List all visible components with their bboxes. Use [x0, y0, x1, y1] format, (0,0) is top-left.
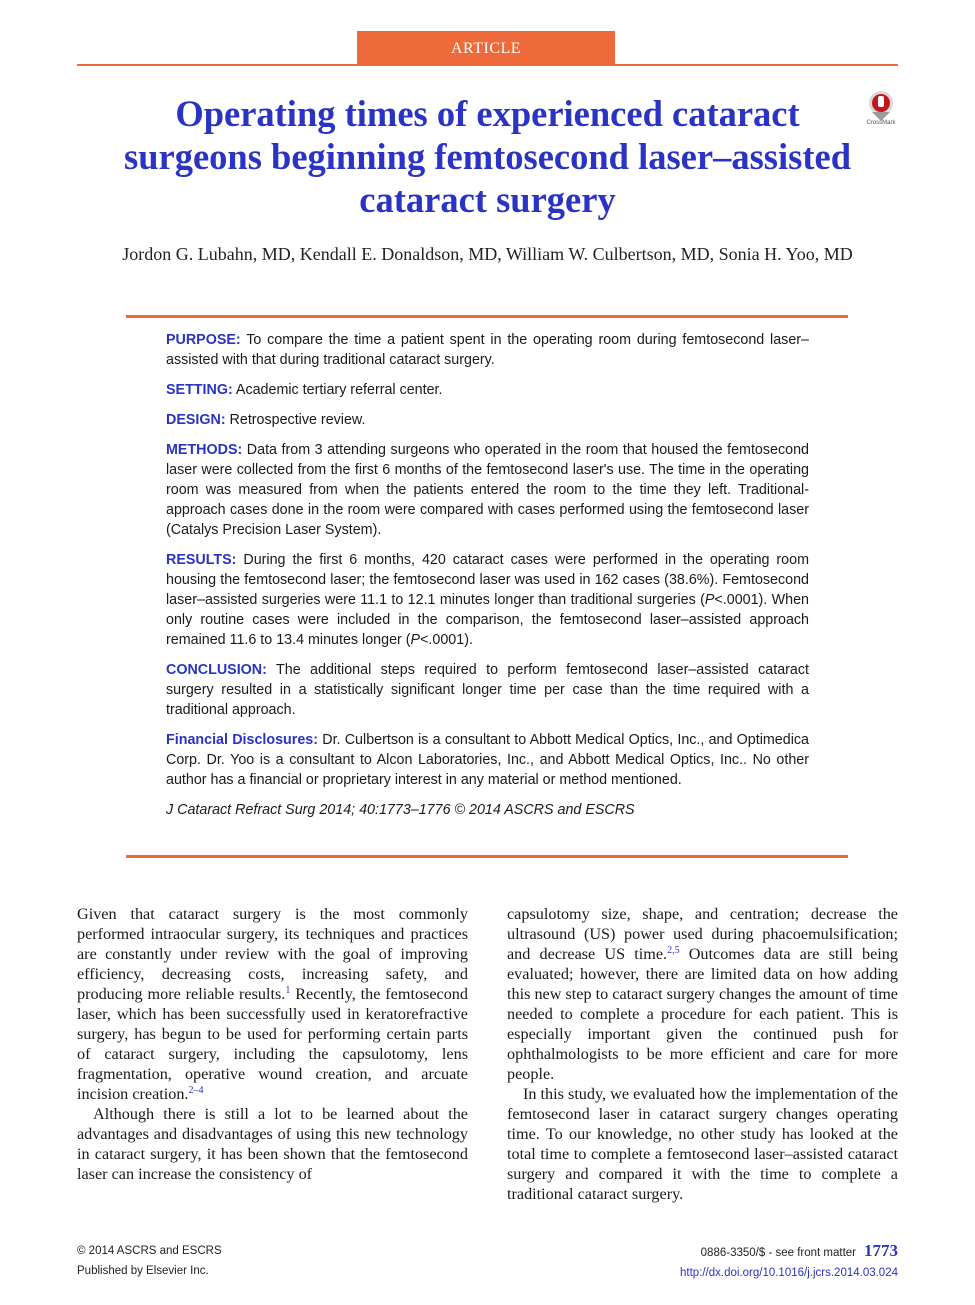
body-paragraph: In this study, we evaluated how the implementation of the femtosecond laser in cataract surgery changes operating time. To our knowledge, no other study has looked at the total time to complete a femtosecond laser–assisted cataract surgery and compared it with the time to complete a traditional cataract surgery.	[507, 1085, 898, 1203]
results-label: RESULTS:	[166, 552, 237, 568]
header-rule	[77, 64, 898, 66]
abstract-bottom-rule	[126, 855, 848, 858]
author-list: Jordon G. Lubahn, MD, Kendall E. Donaldson, MD, William W. Culbertson, MD, Sonia H. Yoo, MD	[122, 244, 853, 264]
crossmark-label: CrossMark	[866, 120, 896, 126]
results-text-1: During the first 6 months, 420 cataract cases were performed in the operating room housing the femtosecond laser; the femtosecond laser was used in 162 cases (38.6%). Femtosecond laser–assisted surgeries were 11.1 to 12.1 minutes longer than traditional surgeries (	[166, 552, 809, 608]
abstract-top-rule	[126, 315, 848, 318]
abstract-setting	[166, 380, 809, 400]
abstract-methods	[166, 440, 809, 540]
abstract-disclosures	[166, 730, 809, 790]
body-text: Outcomes data are still being evaluated; however, there are limited data on how adding this new step to cataract surgery changes the amount of time needed to complete a procedure for each patient. This is especially important given the continued push for ophthalmologists to be more efficient and care for more people.	[507, 945, 898, 1083]
results-p-value-1: P	[704, 592, 715, 608]
footer-copyright: © 2014 ASCRS and ESCRS	[77, 1245, 222, 1257]
journal-citation: J Cataract Refract Surg 2014; 40:1773–1776 © 2014 ASCRS and ESCRS	[166, 802, 635, 818]
setting-label: SETTING:	[166, 382, 233, 398]
body-paragraph	[507, 904, 898, 1084]
conclusion-label: CONCLUSION:	[166, 662, 267, 678]
design-label: DESIGN:	[166, 412, 226, 428]
footer-issn: 0886-3350/$ - see front matter	[700, 1247, 856, 1259]
abstract-results	[166, 550, 809, 650]
footer-publisher: Published by Elsevier Inc.	[77, 1265, 209, 1277]
design-text: Retrospective review.	[225, 412, 366, 428]
footer-left	[77, 1241, 222, 1281]
body-column-right	[507, 904, 898, 1204]
results-text-2: <.0001). When only routine cases were included in the comparison, the femtosecond laser–assisted approach remained 11.6 to 13.4 minutes longer (	[166, 592, 809, 648]
page-number: 1773	[864, 1241, 898, 1260]
body-column-left	[77, 904, 468, 1184]
body-paragraph	[77, 904, 468, 1104]
results-text-3: <.0001).	[420, 632, 473, 648]
abstract-conclusion	[166, 660, 809, 720]
results-p-value-2: P	[410, 632, 421, 648]
conclusion-text: The additional steps required to perform femtosecond laser–assisted cataract surgery resulted in a statistically significant longer time per case than the time required with a traditional approach.	[166, 662, 809, 718]
footer-right	[680, 1241, 898, 1283]
body-text: capsulotomy size, shape, and centration; decrease the ultrasound (US) power used during phacoemulsification; and decrease US time.	[507, 905, 898, 963]
setting-text: Academic tertiary referral center.	[232, 382, 443, 398]
doi-link[interactable]: http://dx.doi.org/10.1016/j.jcrs.2014.03.024	[679, 1267, 898, 1279]
methods-label: METHODS:	[166, 442, 243, 458]
disclosures-text: Dr. Culbertson is a consultant to Abbott Medical Optics, Inc., and Optimedica Corp. Dr. Yoo is a consultant to Alcon Laboratories, Inc., and Abbott Medical Optics, Inc.. No other author has a financial or proprietary interest in any material or method mentioned.	[166, 732, 809, 788]
article-type-tag: ARTICLE	[357, 31, 615, 65]
body-text: Recently, the femtosecond laser, which has been successfully used in keratorefractive surgery, has begun to be used for performing certain parts of cataract surgery, including the capsulotomy, lens fragmentation, operative wound creation, and arcuate incision creation.	[77, 985, 468, 1103]
abstract	[166, 330, 809, 830]
body-paragraph: Although there is still a lot to be learned about the advantages and disadvantages of using this new technology in cataract surgery, it has been shown that the femtosecond laser can increase the consistency of	[77, 1105, 468, 1183]
abstract-design	[166, 410, 809, 430]
body-text: Given that cataract surgery is the most commonly performed intraocular surgery, its techniques and practices are constantly under review with the goal of improving efficiency, decreasing costs, increasing safety, and producing more reliable results.	[77, 905, 468, 1003]
reference-link[interactable]: 2,5	[667, 945, 680, 956]
reference-link[interactable]: 2–4	[188, 1085, 204, 1096]
purpose-text: To compare the time a patient spent in the operating room during femtosecond laser–assisted with that during traditional cataract surgery.	[166, 332, 809, 368]
disclosures-label: Financial Disclosures:	[166, 732, 319, 748]
purpose-label: PURPOSE:	[166, 332, 241, 348]
article-title: Operating times of experienced cataract surgeons beginning femtosecond laser–assisted cataract surgery	[124, 93, 851, 220]
reference-link[interactable]: 1	[285, 985, 291, 996]
methods-text: Data from 3 attending surgeons who operated in the room that housed the femtosecond laser were collected from the first 6 months of the femtosecond laser's use. The time in the operating room was measured from when the patients entered the room to the time they left. Traditional-approach cases done in the room were compared with cases performed using the femtosecond laser (Catalys Precision Laser System).	[166, 442, 809, 538]
abstract-purpose	[166, 330, 809, 370]
